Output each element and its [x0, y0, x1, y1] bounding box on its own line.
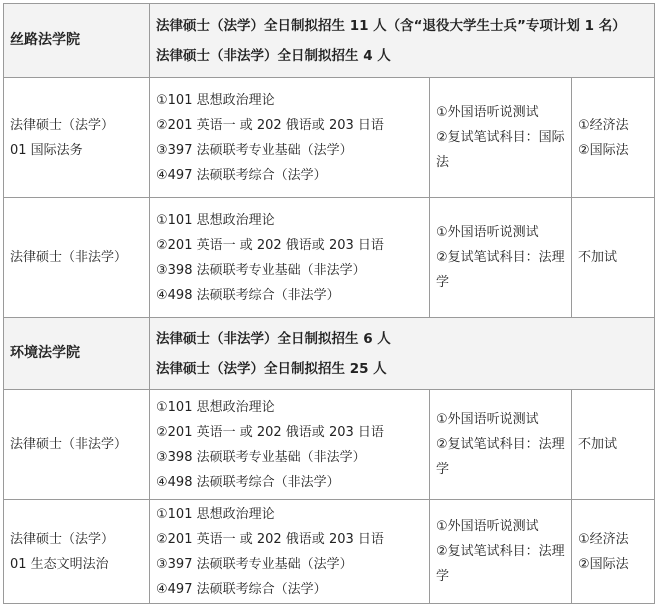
- program-name-line: 法律硕士（非法学）: [10, 250, 128, 265]
- exam-subject: ④497 法硕联考综合（法学）: [156, 581, 327, 597]
- retest-subjects: [430, 198, 572, 318]
- program-name: [4, 198, 150, 318]
- retest-item: ①外国语听说测试: [436, 519, 539, 534]
- retest-item: ①外国语听说测试: [436, 225, 539, 240]
- program-name-line: 法律硕士（法学）: [10, 531, 115, 547]
- plan-line: 法律硕士（非法学）全日制拟招生 6 人: [156, 330, 391, 347]
- additional-exam: 不加试: [578, 437, 618, 452]
- exam-subject: ④497 法硕联考综合（法学）: [156, 167, 327, 183]
- additional-exams: [572, 78, 655, 198]
- program-name: [4, 78, 150, 198]
- retest-item: ①外国语听说测试: [436, 105, 539, 120]
- additional-exam: ②国际法: [578, 142, 629, 158]
- exam-subject: ②201 英语一 或 202 俄语或 203 日语: [156, 424, 384, 440]
- enrollment-plan: [150, 4, 655, 78]
- retest-item: ②复试笔试科目：法理学: [436, 437, 565, 477]
- exam-subject: ①101 思想政治理论: [156, 506, 275, 522]
- exam-subject: ③397 法硕联考专业基础（法学）: [156, 556, 353, 572]
- exam-subject: ③397 法硕联考专业基础（法学）: [156, 142, 353, 158]
- exam-subject: ②201 英语一 或 202 俄语或 203 日语: [156, 237, 384, 253]
- retest-item: ①外国语听说测试: [436, 412, 539, 427]
- program-name-line: 法律硕士（非法学）: [10, 437, 128, 452]
- program-row: [4, 198, 655, 318]
- exam-subject: ①101 思想政治理论: [156, 212, 275, 228]
- college-header-row: [4, 318, 655, 390]
- program-name: [4, 390, 150, 500]
- college-name: 丝路法学院: [4, 4, 150, 78]
- exam-subjects: [150, 390, 430, 500]
- exam-subject: ②201 英语一 或 202 俄语或 203 日语: [156, 531, 384, 547]
- program-row: [4, 78, 655, 198]
- retest-item: ②复试笔试科目：法理学: [436, 250, 565, 290]
- program-direction-line: 01 生态文明法治: [10, 556, 109, 572]
- additional-exam: ②国际法: [578, 556, 629, 572]
- retest-subjects: [430, 78, 572, 198]
- plan-line: 法律硕士（法学）全日制拟招生 11 人（含“退役大学生士兵”专项计划 1 名）: [156, 17, 626, 34]
- exam-subject: ①101 思想政治理论: [156, 92, 275, 108]
- retest-subjects: [430, 390, 572, 500]
- retest-item: ②复试笔试科目：国际法: [436, 130, 565, 170]
- plan-line: 法律硕士（法学）全日制拟招生 25 人: [156, 360, 387, 377]
- program-name: [4, 500, 150, 604]
- additional-exam: ①经济法: [578, 117, 629, 133]
- exam-subject: ①101 思想政治理论: [156, 399, 275, 415]
- admissions-table: [3, 3, 655, 604]
- exam-subjects: [150, 500, 430, 604]
- enrollment-plan: [150, 318, 655, 390]
- exam-subject: ②201 英语一 或 202 俄语或 203 日语: [156, 117, 384, 133]
- program-row: [4, 500, 655, 604]
- additional-exams: [572, 500, 655, 604]
- retest-item: ②复试笔试科目：法理学: [436, 544, 565, 584]
- additional-exam: 不加试: [578, 250, 618, 265]
- program-direction-line: 01 国际法务: [10, 142, 83, 158]
- additional-exams: [572, 390, 655, 500]
- program-name-line: 法律硕士（法学）: [10, 117, 115, 133]
- plan-line: 法律硕士（非法学）全日制拟招生 4 人: [156, 47, 391, 64]
- exam-subjects: [150, 198, 430, 318]
- program-row: [4, 390, 655, 500]
- exam-subject: ③398 法硕联考专业基础（非法学）: [156, 262, 366, 278]
- exam-subject: ④498 法硕联考综合（非法学）: [156, 474, 340, 490]
- additional-exams: [572, 198, 655, 318]
- exam-subject: ④498 法硕联考综合（非法学）: [156, 287, 340, 303]
- additional-exam: ①经济法: [578, 531, 629, 547]
- exam-subject: ③398 法硕联考专业基础（非法学）: [156, 449, 366, 465]
- exam-subjects: [150, 78, 430, 198]
- college-name: 环境法学院: [4, 318, 150, 390]
- retest-subjects: [430, 500, 572, 604]
- college-header-row: [4, 4, 655, 78]
